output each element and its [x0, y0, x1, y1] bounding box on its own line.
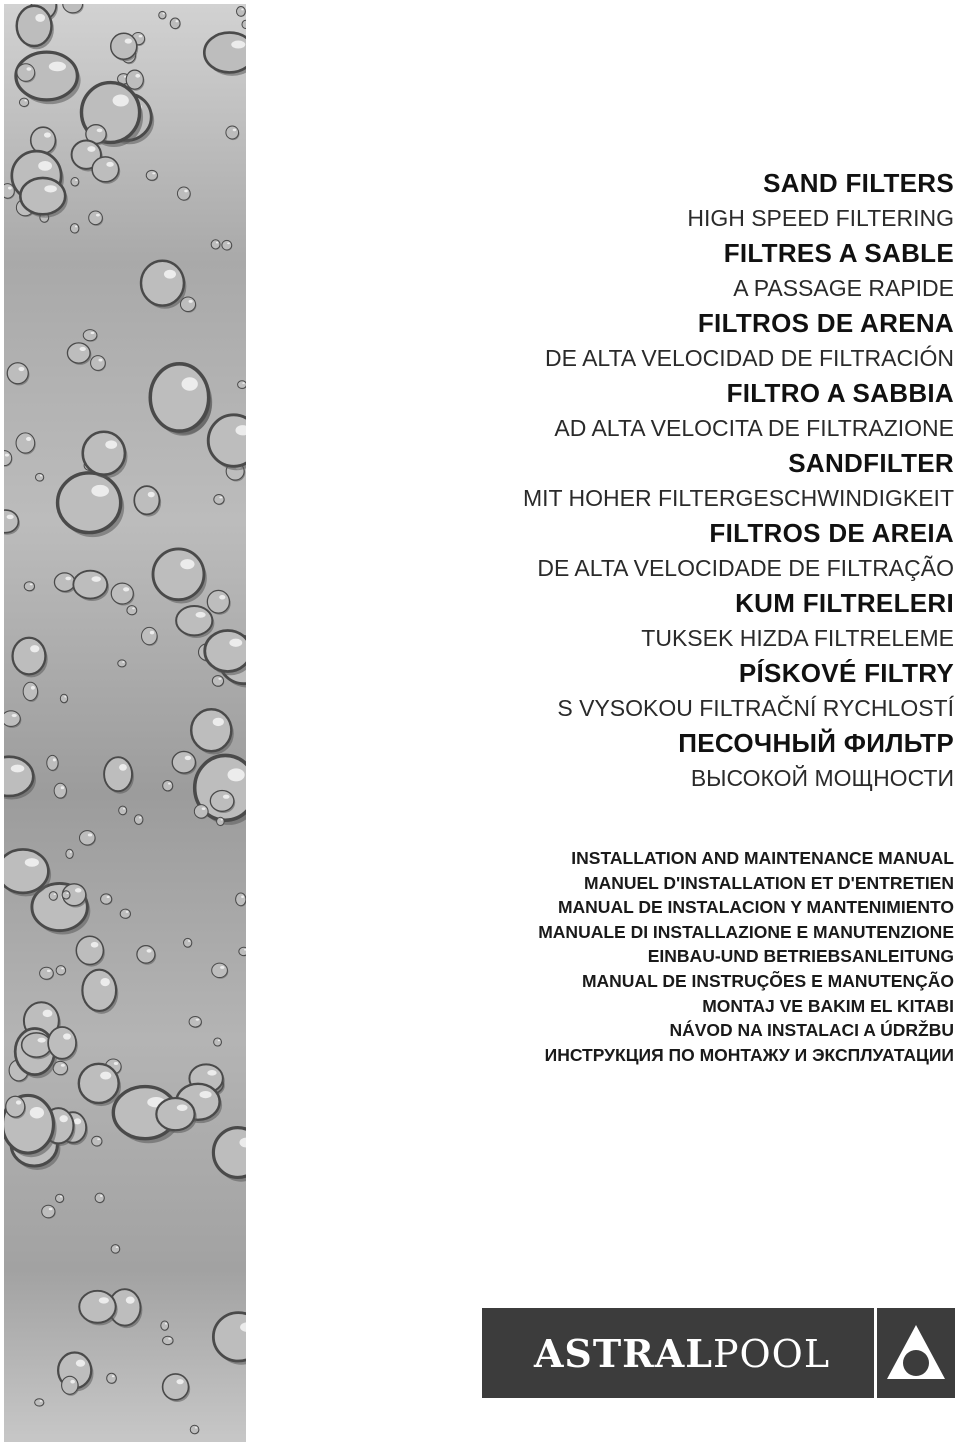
- logo-wordmark: [482, 1331, 874, 1376]
- title-pair: [274, 586, 954, 656]
- title-tr: KUM FILTRELERI: [735, 588, 954, 618]
- title-de: SANDFILTER: [788, 448, 954, 478]
- title-pair: [274, 376, 954, 446]
- title-en: SAND FILTERS: [763, 168, 954, 198]
- subtitle-tr: TUKSEK HIZDA FILTRELEME: [641, 625, 954, 651]
- product-title-block: [274, 166, 954, 796]
- title-fr: FILTRES A SABLE: [723, 238, 954, 268]
- manual-title-de: EINBAU-UND BETRIEBSANLEITUNG: [647, 946, 954, 967]
- title-it: FILTRO A SABBIA: [726, 378, 954, 408]
- manual-title-tr: MONTAJ VE BAKIM EL KITABI: [702, 995, 954, 1016]
- manual-title-cs: NÁVOD NA INSTALACI A ÚDRŽBU: [669, 1020, 954, 1041]
- subtitle-cs: S VYSOKOU FILTRAČNÍ RYCHLOSTÍ: [557, 695, 954, 721]
- manual-title-en: INSTALLATION AND MAINTENANCE MANUAL: [571, 848, 954, 868]
- subtitle-en: HIGH SPEED FILTERING: [687, 205, 954, 231]
- title-pair: [274, 236, 954, 306]
- triangle-circle-icon: [877, 1308, 955, 1398]
- title-es: FILTROS DE ARENA: [697, 308, 954, 338]
- subtitle-de: MIT HOHER FILTERGESCHWINDIGKEIT: [522, 485, 954, 511]
- manual-title-es: MANUAL DE INSTALACION Y MANTENIMIENTO: [557, 897, 954, 918]
- title-pair: [274, 726, 954, 796]
- logo-text-astral: ASTRAL: [533, 1330, 713, 1376]
- manual-title-it: MANUALE DI INSTALLAZIONE E MANUTENZIONE: [538, 921, 954, 942]
- title-pair: [274, 656, 954, 726]
- astralpool-logo: [482, 1308, 955, 1398]
- subtitle-it: AD ALTA VELOCITA DE FILTRAZIONE: [554, 415, 954, 441]
- manual-title-list: [394, 846, 954, 1067]
- subtitle-fr: A PASSAGE RAPIDE: [733, 275, 954, 301]
- title-pair: [274, 166, 954, 236]
- title-pt: FILTROS DE AREIA: [709, 518, 954, 548]
- subtitle-ru: ВЫСОКОЙ МОЩНОСТИ: [690, 765, 954, 791]
- title-pair: [274, 306, 954, 376]
- title-ru: ПЕСОЧНЫЙ ФИЛЬТР: [678, 728, 954, 758]
- water-droplets-photo: [4, 4, 246, 1442]
- subtitle-es: DE ALTA VELOCIDAD DE FILTRACIÓN: [545, 345, 954, 371]
- manual-title-fr: MANUEL D'INSTALLATION ET D'ENTRETIEN: [584, 872, 954, 893]
- subtitle-pt: DE ALTA VELOCIDADE DE FILTRAÇÃO: [537, 555, 954, 581]
- title-pair: [274, 516, 954, 586]
- title-cs: PÍSKOVÉ FILTRY: [738, 658, 954, 688]
- manual-title-ru: ИНСТРУКЦИЯ ПО МОНТАЖУ И ЭКСПЛУАТАЦИИ: [544, 1044, 954, 1065]
- manual-title-pt: MANUAL DE INSTRUÇÕES E MANUTENÇÃO: [581, 970, 954, 991]
- title-pair: [274, 446, 954, 516]
- logo-text-pool: POOL: [712, 1331, 831, 1376]
